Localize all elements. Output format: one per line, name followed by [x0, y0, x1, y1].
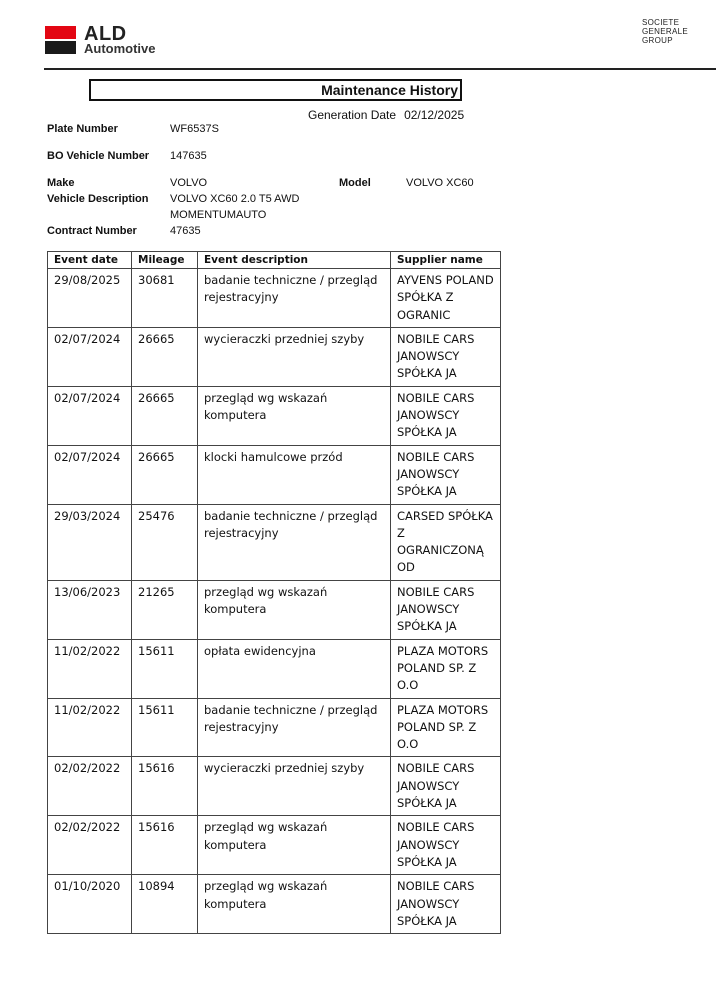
event-date: 13/06/2023	[48, 580, 132, 639]
supplier-name: NOBILE CARS JANOWSCY SPÓŁKA JA	[391, 580, 501, 639]
table-row	[48, 269, 501, 328]
event-date: 02/02/2022	[48, 757, 132, 816]
col-supplier-name: Supplier name	[391, 252, 501, 269]
supplier-name: CARSED SPÓŁKA Z OGRANICZONĄ OD	[391, 504, 501, 580]
table-row	[48, 580, 501, 639]
event-description: badanie techniczne / przegląd rejestracyjny	[198, 504, 391, 580]
group-line: GENERALE	[642, 27, 688, 36]
vehicle-description-label: Vehicle Description	[47, 193, 149, 205]
brand-sub: Automotive	[84, 41, 156, 56]
table-row	[48, 816, 501, 875]
bo-vehicle-value: 147635	[170, 150, 207, 162]
group-line: GROUP	[642, 36, 673, 45]
supplier-name: NOBILE CARS JANOWSCY SPÓŁKA JA	[391, 327, 501, 386]
group-line: SOCIETE	[642, 18, 680, 27]
brand-name: ALD	[84, 23, 127, 45]
supplier-name: NOBILE CARS JANOWSCY SPÓŁKA JA	[391, 875, 501, 934]
table-row	[48, 386, 501, 445]
event-description: przegląd wg wskazań komputera	[198, 580, 391, 639]
event-description: klocki hamulcowe przód	[198, 445, 391, 504]
supplier-name: NOBILE CARS JANOWSCY SPÓŁKA JA	[391, 445, 501, 504]
table-row	[48, 639, 501, 698]
contract-label: Contract Number	[47, 225, 137, 237]
event-date: 29/08/2025	[48, 269, 132, 328]
event-description: przegląd wg wskazań komputera	[198, 816, 391, 875]
societe-generale-group	[642, 18, 688, 45]
model-label: Model	[339, 177, 371, 189]
mileage: 15611	[132, 698, 198, 757]
contract-value: 47635	[170, 225, 201, 237]
event-description: przegląd wg wskazań komputera	[198, 875, 391, 934]
bo-vehicle-label: BO Vehicle Number	[47, 150, 150, 162]
supplier-name: NOBILE CARS JANOWSCY SPÓŁKA JA	[391, 757, 501, 816]
event-date: 11/02/2022	[48, 698, 132, 757]
table-row	[48, 875, 501, 934]
plate-value: WF6537S	[170, 123, 219, 135]
mileage: 21265	[132, 580, 198, 639]
event-description: wycieraczki przedniej szyby	[198, 757, 391, 816]
header-divider	[44, 68, 716, 70]
mileage: 30681	[132, 269, 198, 328]
make-value: VOLVO	[170, 177, 208, 189]
vehicle-description-value: VOLVO XC60 2.0 T5 AWD MOMENTUMAUTO	[170, 193, 300, 221]
event-description: badanie techniczne / przegląd rejestracyjny	[198, 269, 391, 328]
page-title: Maintenance History	[89, 79, 462, 101]
ald-logo-icon	[45, 26, 76, 54]
event-date: 02/07/2024	[48, 386, 132, 445]
supplier-name: AYVENS POLAND SPÓŁKA Z OGRANIC	[391, 269, 501, 328]
event-description: opłata ewidencyjna	[198, 639, 391, 698]
generation-date	[308, 108, 464, 122]
event-date: 02/02/2022	[48, 816, 132, 875]
supplier-name: PLAZA MOTORS POLAND SP. Z O.O	[391, 639, 501, 698]
generation-date-value: 02/12/2025	[404, 108, 465, 122]
event-date: 02/07/2024	[48, 327, 132, 386]
supplier-name: NOBILE CARS JANOWSCY SPÓŁKA JA	[391, 386, 501, 445]
mileage: 26665	[132, 327, 198, 386]
table-header-row	[48, 252, 501, 269]
col-mileage: Mileage	[132, 252, 198, 269]
table-row	[48, 445, 501, 504]
event-date: 11/02/2022	[48, 639, 132, 698]
table-row	[48, 327, 501, 386]
event-date: 02/07/2024	[48, 445, 132, 504]
col-event-date: Event date	[48, 252, 132, 269]
make-label: Make	[47, 177, 75, 189]
event-description: wycieraczki przedniej szyby	[198, 327, 391, 386]
supplier-name: PLAZA MOTORS POLAND SP. Z O.O	[391, 698, 501, 757]
event-description: badanie techniczne / przegląd rejestracyjny	[198, 698, 391, 757]
mileage: 26665	[132, 445, 198, 504]
event-date: 01/10/2020	[48, 875, 132, 934]
plate-label: Plate Number	[47, 123, 118, 135]
supplier-name: NOBILE CARS JANOWSCY SPÓŁKA JA	[391, 816, 501, 875]
table-row	[48, 504, 501, 580]
generation-date-label: Generation Date	[308, 108, 397, 122]
mileage: 26665	[132, 386, 198, 445]
mileage: 15616	[132, 816, 198, 875]
maintenance-table	[47, 251, 501, 934]
event-date: 29/03/2024	[48, 504, 132, 580]
table-row	[48, 757, 501, 816]
model-value: VOLVO XC60	[406, 177, 474, 189]
event-description: przegląd wg wskazań komputera	[198, 386, 391, 445]
mileage: 15616	[132, 757, 198, 816]
mileage: 10894	[132, 875, 198, 934]
col-event-description: Event description	[198, 252, 391, 269]
mileage: 15611	[132, 639, 198, 698]
table-row	[48, 698, 501, 757]
mileage: 25476	[132, 504, 198, 580]
